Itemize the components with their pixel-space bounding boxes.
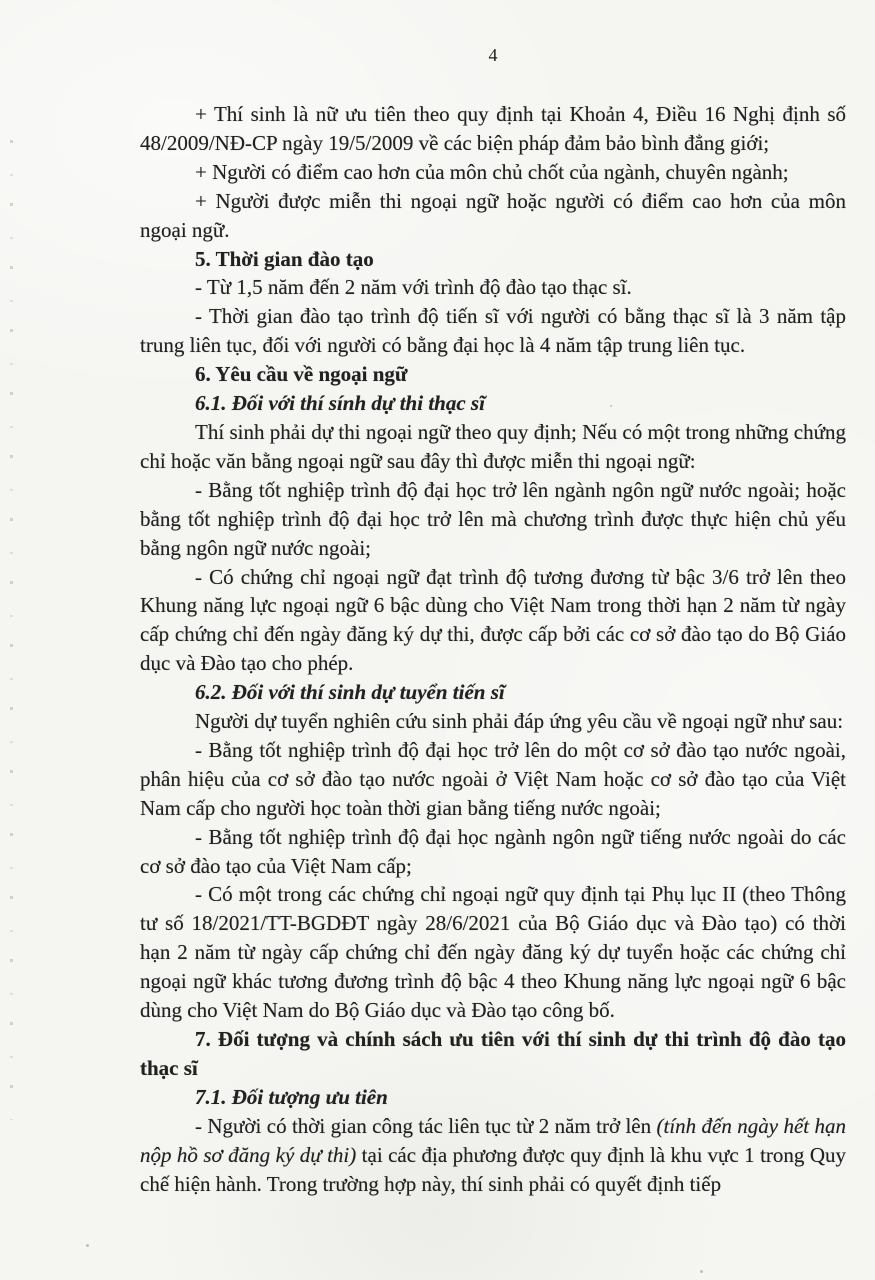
text-run: 5. Thời gian đào tạo (195, 246, 374, 271)
text-run: Người dự tuyển nghiên cứu sinh phải đáp ứng yêu cầu về ngoại ngữ như sau: (195, 709, 844, 734)
section-heading (140, 1025, 846, 1083)
italic-text-run: (tính đến ngày hết hạn nộp hồ sơ đăng ký dự thi) (140, 1113, 846, 1167)
text-run: 7.1. Đối tượng ưu tiên (195, 1084, 388, 1109)
text-run: - Bằng tốt nghiệp trình độ đại học trở lên do một cơ sở đào tạo nước ngoài, phân hiệu của cơ sở đào tạo nước ngoài ở Việt Nam hoặc cơ sở đào tạo của Việt Nam cấp cho người học toàn thời gian bằng tiếng nước ngoài; (140, 737, 846, 820)
text-run: + Thí sinh là nữ ưu tiên theo quy định tại Khoản 4, Điều 16 Nghị định số 48/2009/NĐ-CP ngày 19/5/2009 về các biện pháp đảm bảo bình đẳng giới; (140, 102, 846, 155)
text-run: + Người có điểm cao hơn của môn chủ chốt của ngành, chuyên ngành; (195, 159, 789, 184)
body-paragraph (140, 273, 846, 302)
body-paragraph (140, 100, 846, 158)
body-paragraph (140, 187, 846, 245)
body-paragraph (140, 823, 846, 881)
text-run: 6. Yêu cầu về ngoại ngữ (195, 362, 408, 387)
text-run: + Người được miễn thi ngoại ngữ hoặc người có điểm cao hơn của môn ngoại ngữ. (140, 188, 846, 242)
body-paragraph (140, 302, 846, 360)
text-run: 6.1. Đối với thí sính dự thi thạc sĩ (195, 391, 485, 416)
body-paragraph (140, 736, 846, 823)
text-run: - Bằng tốt nghiệp trình độ đại học ngành ngôn ngữ tiếng nước ngoài do các cơ sở đào tạo của Việt Nam cấp; (140, 824, 846, 878)
text-run: - Từ 1,5 năm đến 2 năm với trình độ đào tạo thạc sĩ. (195, 275, 632, 300)
page-number: 4 (488, 45, 498, 65)
section-heading (140, 245, 846, 274)
text-run: - Người có thời gian công tác liên tục từ 2 năm trở lên (195, 1113, 657, 1138)
subsection-heading (140, 389, 846, 418)
body-paragraph (140, 563, 846, 679)
body-paragraph (140, 707, 846, 736)
scan-speck (700, 1270, 703, 1273)
text-run: Thí sinh phải dự thi ngoại ngữ theo quy định; Nếu có một trong những chứng chỉ hoặc văn bằng ngoại ngữ sau đây thì được miễn thi ngoại ngữ: (140, 419, 846, 473)
document-body (140, 100, 846, 1198)
text-run: tại các địa phương được quy định là khu vực 1 trong Quy chế hiện hành. Trong trường hợp này, thí sinh phải có quyết định tiếp (140, 1142, 846, 1196)
section-heading (140, 360, 846, 389)
body-paragraph (140, 418, 846, 476)
text-run: - Bằng tốt nghiệp trình độ đại học trở lên ngành ngôn ngữ nước ngoài; hoặc bằng tốt nghiệp trình độ đại học trở lên mà chương trình được thực hiện chủ yếu bằng ngôn ngữ nước ngoài; (140, 477, 846, 560)
text-run: - Có chứng chỉ ngoại ngữ đạt trình độ tương đương từ bậc 3/6 trở lên theo Khung năng lực ngoại ngữ 6 bậc dùng cho Việt Nam trong thời hạn 2 năm từ ngày cấp chứng chỉ đến ngày đăng ký dự thi, được cấp bởi các cơ sở đào tạo do Bộ Giáo dục và Đào tạo cho phép. (140, 564, 846, 676)
scan-speck (86, 1244, 89, 1247)
text-run: 7. Đối tượng và chính sách ưu tiên với thí sinh dự thi trình độ đào tạo thạc sĩ (140, 1027, 846, 1080)
body-paragraph (140, 1112, 846, 1199)
body-paragraph (140, 476, 846, 563)
body-paragraph (140, 158, 846, 187)
text-run: - Có một trong các chứng chỉ ngoại ngữ quy định tại Phụ lục II (theo Thông tư số 18/2021/TT-BGDĐT ngày 28/6/2021 của Bộ Giáo dục và Đào tạo) có thời hạn 2 năm từ ngày cấp chứng chỉ đến ngày đăng ký dự tuyển hoặc các chứng chỉ ngoại ngữ khác tương đương trình độ bậc 4 theo Khung năng lực ngoại ngữ 6 bậc dùng cho Việt Nam do Bộ Giáo dục và Đào tạo công bố. (140, 882, 846, 1023)
subsection-heading (140, 1083, 846, 1112)
body-paragraph (140, 880, 846, 1025)
subsection-heading (140, 678, 846, 707)
text-run: 6.2. Đối với thí sinh dự tuyển tiến sĩ (195, 680, 505, 705)
text-run: - Thời gian đào tạo trình độ tiến sĩ với người có bằng thạc sĩ là 3 năm tập trung liên tục, đối với người có bằng đại học là 4 năm tập trung liên tục. (140, 304, 846, 358)
scan-artifact-dots (10, 140, 13, 1120)
